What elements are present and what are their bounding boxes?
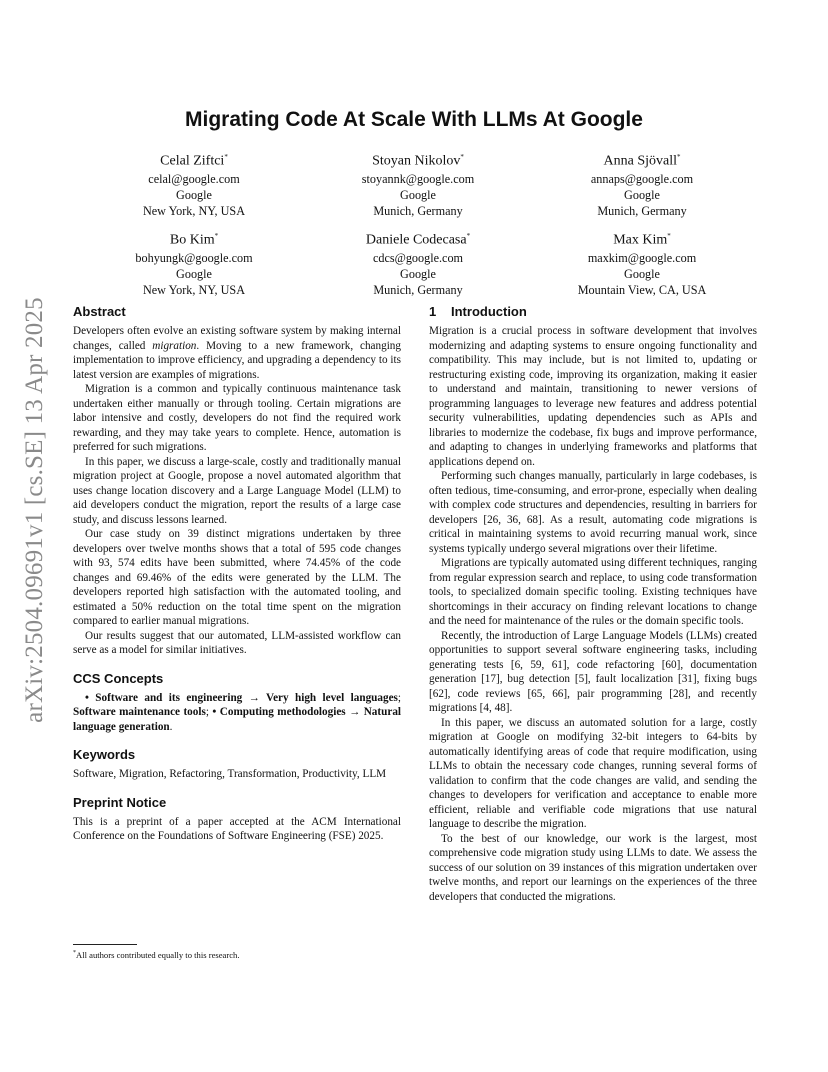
ccs-separator: . — [169, 720, 173, 733]
author-email: maxkim@google.com — [587, 250, 697, 265]
author-location: Munich, Germany — [597, 204, 687, 219]
introduction-heading — [429, 303, 757, 320]
preprint-notice-text: This is a preprint of a paper accepted at the ACM International Conference on the Foundations of Software Engineering (FSE) 2025. — [73, 815, 401, 842]
author-location: Munich, Germany — [373, 204, 463, 219]
author-card — [82, 227, 306, 298]
equal-contribution-mark: * — [677, 153, 681, 161]
keywords-text: Software, Migration, Refactoring, Transformation, Productivity, LLM — [73, 768, 387, 780]
equal-contribution-mark: * — [460, 153, 464, 161]
ccs-separator: ; — [205, 706, 213, 718]
footnote — [73, 948, 239, 961]
author-affiliation: Google — [176, 267, 212, 282]
author-affiliation: Google — [400, 267, 436, 282]
ccs-heading: CCS Concepts — [73, 670, 164, 686]
author-affiliation: Google — [624, 267, 660, 282]
footnote-text: All authors contributed equally to this research. — [76, 949, 240, 960]
author-card — [530, 227, 754, 298]
abstract-paragraph: Migration is a common and typically continuous maintenance task undertaken either manually or through tooling. Certain migrations are labor intensive and costly, developers do not find the required work rewarding, and they may take years to complete. Hence, automation is preferred for such migrations. — [73, 383, 401, 453]
section-number: 1 — [429, 304, 437, 319]
author-card — [82, 148, 306, 219]
paper-title: Migrating Code At Scale With LLMs At Google — [185, 108, 643, 131]
author-name: Stoyan Nikolov — [372, 153, 461, 169]
abstract-paragraph: Our case study on 39 distinct migrations undertaken by three developers over twelve months shows that a total of 595 code changes with 93, 574 edits have been submitted, where 74.45% of the code changes and 69.46% of the edits were generated by the LLM. The developers reported high satisfaction with the automated tooling, and estimated a 50% reduction on the total time spent on the migration compared to earlier manual migrations. — [73, 528, 401, 627]
abstract-text: . Moving to a new framework, changing implementation to improve efficiency, and upgrading a dependency to its latest version are examples of migrations. — [73, 339, 401, 381]
abstract-text: Developers often evolve an existing software system by making internal changes, called — [73, 325, 401, 352]
author-email: celal@google.com — [148, 171, 240, 186]
footnote-divider — [73, 944, 137, 945]
abstract-emphasis: migration — [152, 339, 197, 352]
abstract-paragraph — [73, 324, 401, 382]
abstract-paragraph: Our results suggest that our automated, LLM-assisted workflow can serve as a model for similar initiatives. — [73, 629, 401, 656]
ccs-separator: ; — [397, 691, 401, 704]
author-block — [82, 148, 754, 299]
author-name: Bo Kim — [169, 232, 215, 248]
author-name: Celal Ziftci — [160, 153, 225, 169]
ccs-concepts-text — [73, 691, 401, 735]
author-location: Mountain View, CA, USA — [577, 283, 707, 298]
author-location: Munich, Germany — [373, 283, 463, 298]
section-title: Introduction — [451, 304, 527, 319]
introduction-paragraph: Migration is a crucial process in software development that involves modernizing and adapting systems to ensure ongoing functionality and compatibility. This may include, but is not limited to, updating or restructuring existing code, improving its organization, making it easier to understand and maintain, transitioning to newer versions of programming languages to leverage new features and address potential security vulnerabilities, updating dependencies such as APIs and libraries to modernize the codebase, fix bugs and improve performance, and adapting to changes in underlying frameworks and platforms that applications depend on. — [429, 325, 757, 468]
equal-contribution-mark: * — [667, 232, 671, 241]
author-location: New York, NY, USA — [142, 204, 246, 219]
ccs-concept: Software maintenance tools — [73, 706, 206, 718]
abstract-paragraph: In this paper, we discuss a large-scale, costly and traditionally manual migration project at Google, propose a novel automated algorithm that uses change location discovery and a Large Language Model (LLM) to aid developers conduct the migration, report the results of a large case study, and discuss lessons learned. — [73, 455, 401, 526]
author-email: stoyannk@google.com — [361, 171, 475, 186]
keywords-heading: Keywords — [73, 747, 136, 762]
author-card — [306, 227, 530, 298]
author-email: cdcs@google.com — [372, 250, 464, 265]
author-affiliation: Google — [400, 187, 436, 202]
author-affiliation: Google — [176, 187, 212, 202]
ccs-concept: • Computing methodologies → Natural language generation — [73, 706, 402, 733]
introduction-paragraph: Performing such changes manually, particularly in large codebases, is often tedious, time-consuming, and error-prone, especially when dealing with complex code structures and dependencies, resulting in barriers for developers [26, 36, 68]. As a result, automating code migrations is critical in maintaining systems to avoid recurring manual work, since systems typically undergo several migrations over their lifetime. — [429, 470, 757, 555]
ccs-concept: • Software and its engineering → Very high level languages — [85, 691, 398, 704]
right-column — [429, 303, 757, 904]
footnote-mark: * — [73, 950, 76, 956]
introduction-paragraph: To the best of our knowledge, our work is the largest, most comprehensive code migration study using LLMs to date. We assess the success of our solution on 39 instances of this migration undertaken over twelve months, and report our learnings on the experiences of the three developers that conducted the migrations. — [429, 832, 757, 903]
arxiv-identifier-text: arXiv:2504.09691v1 [cs.SE] 13 Apr 2025 — [21, 297, 48, 723]
arxiv-identifier-sidebar — [18, 290, 52, 730]
author-card — [530, 148, 754, 219]
author-name: Anna Sjövall — [603, 153, 677, 169]
author-affiliation: Google — [624, 187, 660, 202]
equal-contribution-mark: * — [214, 232, 219, 241]
author-name: Daniele Codecasa — [365, 232, 467, 248]
author-location: New York, NY, USA — [142, 283, 246, 298]
introduction-paragraph: In this paper, we discuss an automated solution for a large, costly migration at Google on modifying 32-bit integers to 64-bits by automatically identifying areas of code that require modification, using LLMs to obtain the necessary code changes, running several forms of validation to confirm that the code changes are valid, and sending the changes to developers for verification and acceptance to enable more efficient, reliable and verifiable code migrations that use natural language to describe the migration. — [429, 716, 757, 830]
author-card — [306, 148, 530, 219]
introduction-paragraph: Migrations are typically automated using different techniques, ranging from regular expression search and replace, to using code transformation tools, to specialized domain specific tooling. Existing techniques have shortcomings in their accuracy on finding relevant locations to change and the need for maintenance of the rules or the domain specific tools. — [429, 557, 757, 627]
author-email: bohyungk@google.com — [135, 250, 253, 265]
equal-contribution-mark: * — [224, 153, 228, 161]
introduction-paragraph: Recently, the introduction of Large Language Models (LLMs) created opportunities to support several software engineering tasks, including generating tests [6, 59, 61], code refactoring [60], documentation generation [17], bug detection [5], fault localization [31], fixing bugs [62], code reviews [65, 66], pair programming [28], and recently migrations [4, 48]. — [429, 629, 757, 714]
left-column — [73, 303, 401, 844]
equal-contribution-mark: * — [466, 232, 471, 241]
author-email: annaps@google.com — [590, 171, 694, 186]
abstract-heading: Abstract — [73, 304, 126, 319]
author-name: Max Kim — [613, 232, 668, 248]
preprint-notice-heading: Preprint Notice — [73, 794, 167, 810]
